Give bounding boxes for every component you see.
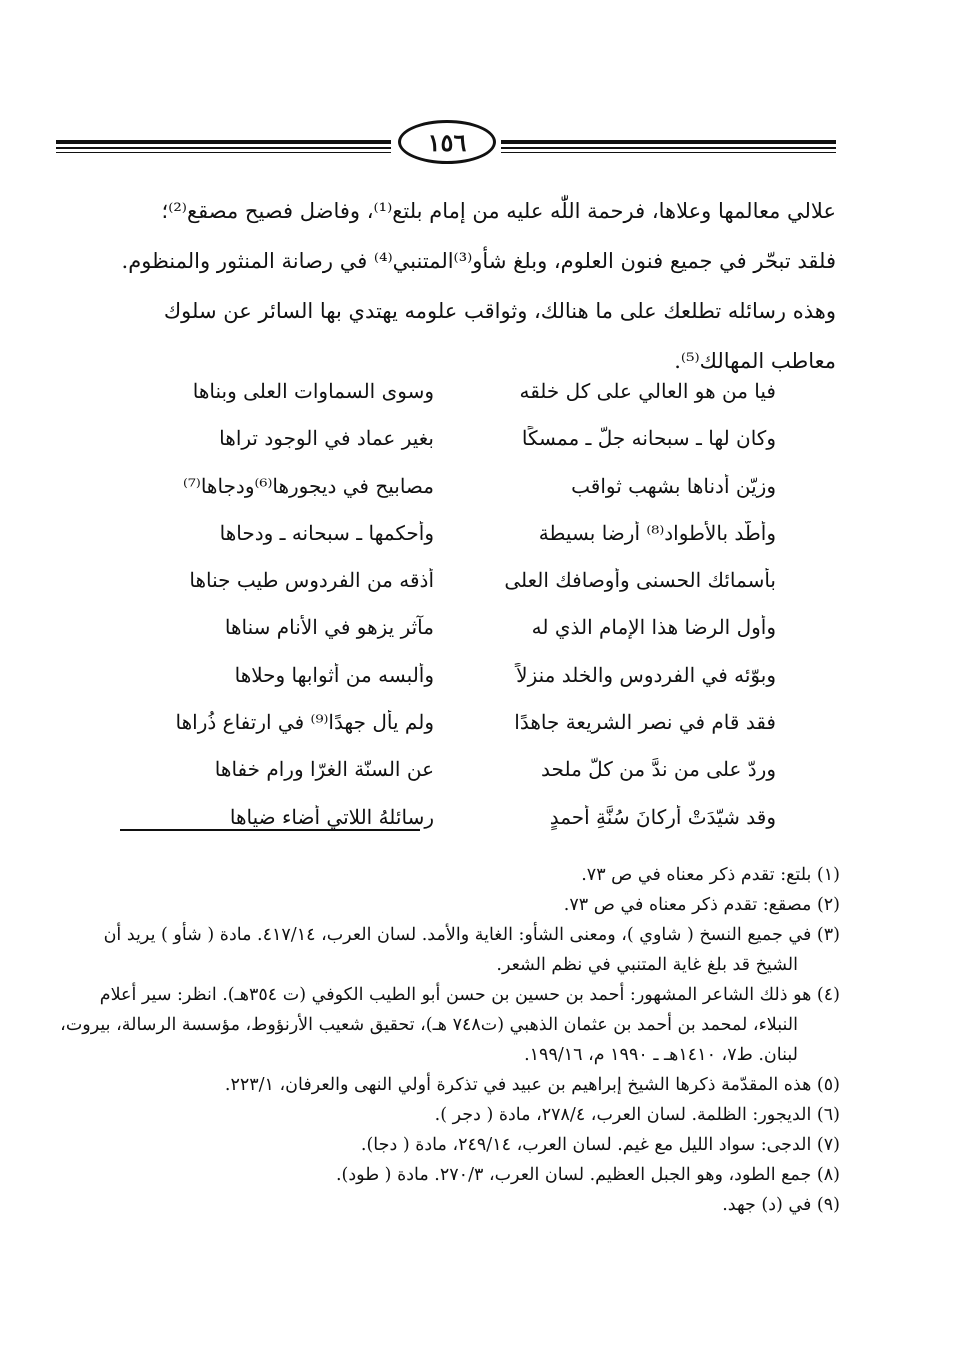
verse-first-hemistich: وأول الرضا هذا الإمام الذي له — [531, 615, 776, 640]
poem-verse — [120, 663, 776, 710]
page-header — [56, 118, 836, 174]
footnotes — [58, 860, 840, 1220]
page-number: ١٥٦ — [398, 120, 496, 164]
footnote: (٨) جمع الطود، وهو الجبل العظيم. لسان العرب، ٢٧٠/٣. مادة ( طود). — [335, 1165, 840, 1185]
verse-second-hemistich: عن السنّة الغرّا ورام خفاها — [214, 757, 434, 782]
poem-verse — [120, 615, 776, 662]
verse-first-hemistich: بأسمائك الحسنى وأوصافك العلى — [504, 568, 776, 593]
verse-second-hemistich: وألبسه من أثوابها وحلاها — [234, 662, 434, 687]
poem — [120, 379, 776, 852]
poem-verse — [120, 568, 776, 615]
header-rule-left — [56, 140, 391, 154]
paragraph-line: علالي معالمها وعلاها، فرحمة اللّٰه عليه من إمام بلتع⁽¹⁾، وفاضل فصيح مصقع⁽²⁾؛ — [161, 199, 836, 223]
verse-second-hemistich: وسوى السماوات العلى وبناها — [192, 379, 434, 403]
verse-second-hemistich: أذقه من الفردوس طيب جناها — [189, 568, 434, 593]
footnote: (٦) الديجور: الظلمة. لسان العرب، ٢٧٨/٤، مادة ( دجر ). — [434, 1105, 840, 1125]
verse-first-hemistich: وزيّن أدناها بشهب ثواقب — [571, 473, 776, 498]
footnote: (٥) هذه المقدّمة ذكرها الشيخ إبراهيم بن عبيد في تذكرة أولي النهى والعرفان، ٢٢٣/١. — [224, 1075, 840, 1095]
poem-verse — [120, 379, 776, 426]
main-paragraph — [58, 186, 836, 386]
verse-second-hemistich: ولم يأل جهدًا⁽⁹⁾ في ارتفاع ذُراها — [175, 710, 434, 735]
verse-first-hemistich: وأطّد بالأطواد⁽⁸⁾ أرضا بسيطة — [538, 520, 776, 545]
footnote: (١) بلتع: تقدم ذكر معناه في ص ٧٣. — [581, 865, 840, 885]
poem-verse — [120, 426, 776, 473]
verse-second-hemistich: مآثر يزهو في الأنام سناها — [224, 615, 434, 640]
verse-first-hemistich: وكان لها ـ سبحانه جلّ ـ ممسكًا — [521, 426, 776, 451]
header-rule-right — [501, 140, 836, 154]
poem-verse — [120, 474, 776, 521]
paragraph-line: فلقد تبحّر في جميع فنون العلوم، وبلغ شأو⁽³⁾المتنبي⁽⁴⁾ في رصانة المنثور والمنظوم. — [121, 249, 836, 273]
verse-first-hemistich: وقد شيّدَتْ أركانَ سُنَّةِ أحمدٍ — [549, 804, 776, 829]
verse-first-hemistich: وبوّئه في الفردوس والخلد منزلاً — [516, 662, 776, 687]
verse-second-hemistich: بغير عماد في الوجود تراها — [219, 426, 434, 451]
footnote: (٩) في (د) جهد. — [722, 1195, 840, 1215]
poem-verse — [120, 521, 776, 568]
footnote: (٢) مصقع: تقدم ذكر معناه في ص ٧٣. — [563, 895, 840, 915]
verse-second-hemistich: وأحكمها ـ سبحانه ـ ودحاها — [219, 520, 434, 545]
paragraph-line: وهذه رسائله تطلعك على ما هنالك، وثواقب علومه يهتدي بها السائر عن سلوك — [163, 299, 836, 323]
verse-second-hemistich: مصابيح في ديجورها⁽⁶⁾ودجاها⁽⁷⁾ — [182, 473, 434, 498]
poem-verse — [120, 757, 776, 804]
footnote: (٣) في جميع النسخ ( شاوي )، ومعنى الشأو: الغاية والأمد. لسان العرب، ٤١٧/١٤. مادة ( شأو ) يريد أن الشيخ قد بلغ غاية المتنبي في نظم الشعر. — [103, 925, 840, 975]
verse-first-hemistich: فيا من هو العالي على كل خلقه — [519, 379, 776, 403]
footnote: (٧) الدجى: سواد الليل مع غيم. لسان العرب، ٢٤٩/١٤، مادة ( دجا). — [360, 1135, 840, 1155]
footnote-separator — [120, 829, 420, 831]
footnote: (٤) هو ذلك الشاعر المشهور: أحمد بن حسين بن حسن أبو الطيب الكوفي (ت ٣٥٤هـ). انظر: سير أعلام النبلاء، لمحمد بن أحمد بن عثمان الذهبي (ت٧٤٨ هـ)، تحقيق شعيب الأرنؤوط، مؤسسة الرسالة، بيروت، لبنان. ط٧، ١٤١٠هـ ـ ١٩٩٠ م، ١٩٩/١٦. — [60, 985, 840, 1065]
verse-first-hemistich: فقد قام في نصر الشريعة جاهدًا — [514, 710, 776, 735]
poem-verse — [120, 710, 776, 757]
paragraph-line: معاطب المهالك⁽⁵⁾. — [674, 349, 836, 373]
verse-first-hemistich: وردّ على من ندَّ من كلّ ملحد — [541, 757, 776, 782]
verse-second-hemistich: رسائلهُ اللاتي أضاء ضياها — [229, 804, 434, 829]
